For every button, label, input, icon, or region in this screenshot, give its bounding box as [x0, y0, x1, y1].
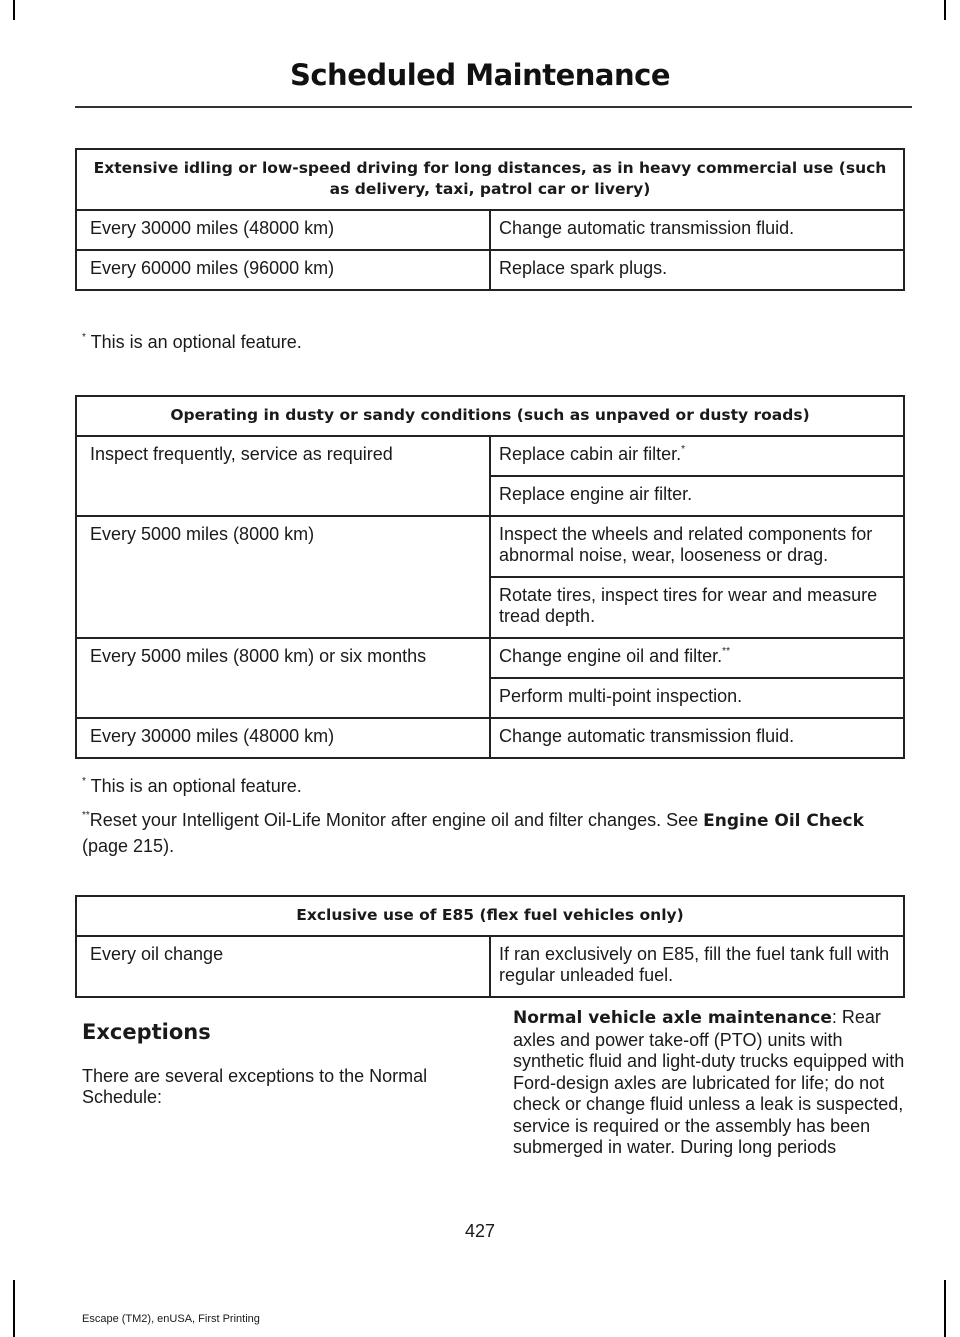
crop-mark — [944, 0, 946, 20]
maintenance-table-idling — [75, 148, 905, 291]
action-cell: Change automatic transmission fluid. — [490, 718, 904, 758]
maintenance-table-e85 — [75, 895, 905, 998]
crop-mark — [944, 1280, 946, 1337]
header-divider — [75, 106, 912, 108]
crop-mark — [13, 1280, 15, 1337]
table-caption: Operating in dusty or sandy conditions (such as unpaved or dusty roads) — [76, 396, 904, 436]
exceptions-text: There are several exceptions to the Normal Schedule: — [82, 1066, 428, 1107]
interval-cell: Every 5000 miles (8000 km) or six months — [76, 638, 490, 718]
page-number: 427 — [464, 1221, 496, 1241]
interval-cell: Every 5000 miles (8000 km) — [76, 516, 490, 638]
exceptions-heading: Exceptions — [82, 1020, 211, 1044]
table-header-row — [76, 396, 904, 436]
page-reference: (page 215). — [82, 836, 175, 856]
optional-mark: * — [681, 444, 685, 455]
table-caption: Exclusive use of E85 (flex fuel vehicles only) — [76, 896, 904, 936]
footnote-optional — [82, 330, 302, 355]
axle-maintenance-text: : Rear axles and power take-off (PTO) units with synthetic fluid and light-duty trucks equipped with Ford-design axles are lubricated for life; do not check or change fluid unless a leak is suspected, service is required or the assembly has been submerged in water. During long periods — [513, 1007, 905, 1157]
footnote-text: Reset your Intelligent Oil-Life Monitor after engine oil and filter changes. See — [89, 810, 704, 830]
action-cell: Replace engine air filter. — [490, 476, 904, 516]
interval-cell: Every 30000 miles (48000 km) — [76, 210, 490, 250]
table-row — [76, 210, 904, 250]
action-cell: If ran exclusively on E85, fill the fuel tank full with regular unleaded fuel. — [490, 936, 904, 997]
table-row — [76, 936, 904, 997]
table-header-row — [76, 896, 904, 936]
interval-cell: Inspect frequently, service as required — [76, 436, 490, 516]
table-row — [76, 718, 904, 758]
axle-maintenance-paragraph — [513, 1007, 908, 1159]
footnote-reset — [82, 808, 902, 859]
table-row — [76, 436, 904, 476]
action-cell — [490, 436, 904, 476]
reset-mark: ** — [722, 646, 730, 657]
interval-cell: Every oil change — [76, 936, 490, 997]
table-row — [76, 250, 904, 290]
crop-mark — [13, 0, 15, 20]
footnote-mark: * — [82, 776, 86, 787]
action-cell: Replace spark plugs. — [490, 250, 904, 290]
action-cell: Rotate tires, inspect tires for wear and measure tread depth. — [490, 577, 904, 638]
axle-maintenance-label: Normal vehicle axle maintenance — [513, 1008, 832, 1028]
footer-text: Escape (TM2), enUSA, First Printing — [82, 1313, 260, 1325]
footnote-mark: * — [82, 332, 86, 343]
action-cell — [490, 638, 904, 678]
action-cell: Inspect the wheels and related components for abnormal noise, wear, looseness or drag. — [490, 516, 904, 577]
table-header-row — [76, 149, 904, 210]
footnote-optional — [82, 774, 302, 799]
table-caption: Extensive idling or low-speed driving for long distances, as in heavy commercial use (such as delivery, taxi, patrol car or livery) — [76, 149, 904, 210]
action-text: Replace cabin air filter. — [499, 444, 682, 464]
action-text: Change engine oil and filter. — [499, 646, 723, 666]
exceptions-section — [82, 1020, 477, 1108]
interval-cell: Every 60000 miles (96000 km) — [76, 250, 490, 290]
page-title: Scheduled Maintenance — [289, 58, 671, 92]
table-row — [76, 516, 904, 577]
maintenance-table-dusty — [75, 395, 905, 759]
action-cell: Perform multi-point inspection. — [490, 678, 904, 718]
footnote-text: This is an optional feature. — [85, 332, 302, 352]
footnote-mark: ** — [82, 810, 90, 821]
engine-oil-check-link[interactable]: Engine Oil Check — [703, 811, 864, 831]
interval-cell: Every 30000 miles (48000 km) — [76, 718, 490, 758]
table-row — [76, 638, 904, 678]
footnote-text: This is an optional feature. — [85, 776, 302, 796]
action-cell: Change automatic transmission fluid. — [490, 210, 904, 250]
